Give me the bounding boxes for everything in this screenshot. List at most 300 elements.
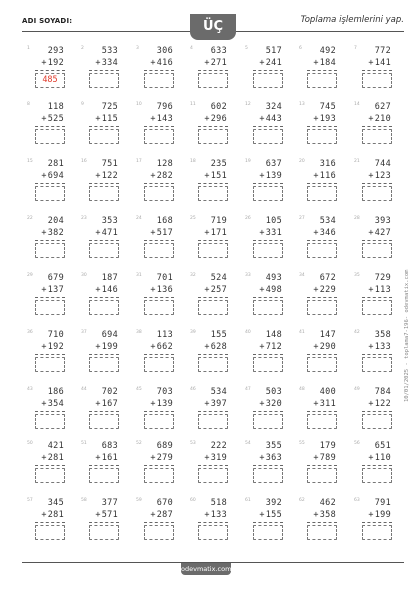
- second-addend: 116: [319, 171, 336, 181]
- problem-number: 17: [136, 159, 142, 164]
- answer-box[interactable]: [253, 414, 283, 429]
- answer-box[interactable]: [253, 525, 283, 540]
- addition-problem: [294, 498, 346, 554]
- second-addend-line: [24, 171, 64, 181]
- plus-sign-icon: +: [313, 399, 319, 409]
- second-addend-line: [242, 453, 282, 463]
- answer-box[interactable]: [89, 243, 119, 258]
- second-addend: 141: [374, 58, 391, 68]
- second-addend: 192: [47, 342, 64, 352]
- second-addend-line: [24, 342, 64, 352]
- answer-box[interactable]: [253, 357, 283, 372]
- sum-line: [35, 126, 65, 127]
- answer-box[interactable]: [198, 243, 228, 258]
- second-addend-line: [78, 510, 118, 520]
- problem-number: 1: [27, 46, 30, 51]
- answer-box[interactable]: [198, 186, 228, 201]
- sum-line: [307, 297, 337, 298]
- second-addend-line: [24, 399, 64, 409]
- second-addend: 416: [156, 58, 173, 68]
- second-addend-line: [351, 510, 391, 520]
- problem-row: [22, 273, 404, 329]
- problem-number: 32: [190, 273, 196, 278]
- second-addend-line: [187, 171, 227, 181]
- answer-box[interactable]: [253, 186, 283, 201]
- second-addend-line: [133, 171, 173, 181]
- problem-number: 60: [190, 498, 196, 503]
- sum-line: [253, 240, 283, 241]
- second-addend-line: [133, 228, 173, 238]
- second-addend: 139: [156, 399, 173, 409]
- problem-number: 30: [81, 273, 87, 278]
- plus-sign-icon: +: [313, 171, 319, 181]
- answer-box[interactable]: [307, 300, 337, 315]
- first-addend: 517: [265, 46, 282, 56]
- answer-box[interactable]: [144, 525, 174, 540]
- answer-box[interactable]: [35, 243, 65, 258]
- answer-box[interactable]: [89, 186, 119, 201]
- first-addend: 492: [319, 46, 336, 56]
- answer-box[interactable]: [253, 300, 283, 315]
- second-addend: 122: [374, 399, 391, 409]
- first-addend: 602: [210, 102, 227, 112]
- answer-box[interactable]: [35, 73, 65, 88]
- answer-box[interactable]: [362, 357, 392, 372]
- problem-number: 15: [27, 159, 33, 164]
- first-addend: 168: [156, 216, 173, 226]
- second-addend: 319: [210, 453, 227, 463]
- answer-box[interactable]: [307, 243, 337, 258]
- second-addend: 139: [265, 171, 282, 181]
- answer-box[interactable]: [144, 243, 174, 258]
- sum-line: [307, 70, 337, 71]
- problem-number: 41: [299, 330, 305, 335]
- plus-sign-icon: +: [204, 228, 210, 238]
- plus-sign-icon: +: [259, 171, 265, 181]
- sum-line: [253, 465, 283, 466]
- second-addend: 354: [47, 399, 64, 409]
- second-addend-line: [296, 399, 336, 409]
- second-addend-line: [242, 58, 282, 68]
- plus-sign-icon: +: [313, 58, 319, 68]
- addition-problem: [76, 330, 128, 386]
- sum-line: [362, 354, 392, 355]
- answer-box[interactable]: [89, 300, 119, 315]
- sum-line: [89, 465, 119, 466]
- second-addend: 136: [156, 285, 173, 295]
- problem-number: 14: [354, 102, 360, 107]
- second-addend: 241: [265, 58, 282, 68]
- answer-box[interactable]: [307, 73, 337, 88]
- first-addend: 679: [47, 273, 64, 283]
- sum-line: [198, 126, 228, 127]
- answer-box[interactable]: [144, 468, 174, 483]
- addition-problem: [185, 102, 237, 158]
- second-addend: 363: [265, 453, 282, 463]
- plus-sign-icon: +: [150, 453, 156, 463]
- plus-sign-icon: +: [368, 171, 374, 181]
- plus-sign-icon: +: [368, 342, 374, 352]
- problem-number: 25: [190, 216, 196, 221]
- addition-problem: [76, 216, 128, 272]
- problem-number: 26: [245, 216, 251, 221]
- answer-box[interactable]: [35, 468, 65, 483]
- first-addend: 683: [101, 441, 118, 451]
- addition-problem: [76, 441, 128, 497]
- problem-number: 45: [136, 387, 142, 392]
- second-addend-line: [296, 228, 336, 238]
- answer-box[interactable]: [144, 73, 174, 88]
- plus-sign-icon: +: [368, 510, 374, 520]
- first-addend: 534: [319, 216, 336, 226]
- first-addend: 393: [374, 216, 391, 226]
- problem-number: 46: [190, 387, 196, 392]
- second-addend-line: [187, 228, 227, 238]
- problem-number: 16: [81, 159, 87, 164]
- problem-number: 50: [27, 441, 33, 446]
- second-addend: 192: [47, 58, 64, 68]
- sum-line: [89, 183, 119, 184]
- first-addend: 392: [265, 498, 282, 508]
- problem-number: 63: [354, 498, 360, 503]
- second-addend: 571: [101, 510, 118, 520]
- answer-box[interactable]: [35, 300, 65, 315]
- sum-line: [307, 126, 337, 127]
- second-addend: 279: [156, 453, 173, 463]
- plus-sign-icon: +: [313, 285, 319, 295]
- second-addend-line: [242, 171, 282, 181]
- sum-line: [198, 465, 228, 466]
- addition-problem: [131, 46, 183, 102]
- plus-sign-icon: +: [204, 399, 210, 409]
- addition-problem: [240, 498, 292, 554]
- first-addend: 518: [210, 498, 227, 508]
- answer-box[interactable]: [307, 414, 337, 429]
- problem-number: 28: [354, 216, 360, 221]
- second-addend: 281: [47, 510, 64, 520]
- problem-number: 42: [354, 330, 360, 335]
- second-addend: 161: [101, 453, 118, 463]
- first-addend: 533: [101, 46, 118, 56]
- sum-line: [198, 183, 228, 184]
- second-addend: 471: [101, 228, 118, 238]
- answer-box[interactable]: [144, 300, 174, 315]
- addition-problem: [76, 498, 128, 554]
- answer-box[interactable]: [198, 73, 228, 88]
- answer-box[interactable]: [253, 243, 283, 258]
- addition-problem: [131, 387, 183, 443]
- answer-box[interactable]: [307, 357, 337, 372]
- plus-sign-icon: +: [150, 228, 156, 238]
- side-watermark-text: 10/01/2025 - toplama7-196- odevmatix.com: [404, 269, 410, 402]
- addition-problem: [131, 102, 183, 158]
- addition-problem: [240, 273, 292, 329]
- second-addend-line: [24, 453, 64, 463]
- addition-problem: [22, 330, 74, 386]
- answer-box[interactable]: [144, 357, 174, 372]
- second-addend: 290: [319, 342, 336, 352]
- answer-box[interactable]: [362, 300, 392, 315]
- first-addend: 751: [101, 159, 118, 169]
- plus-sign-icon: +: [368, 285, 374, 295]
- second-addend: 287: [156, 510, 173, 520]
- problem-number: 27: [299, 216, 305, 221]
- addition-problem: [76, 159, 128, 215]
- plus-sign-icon: +: [41, 510, 47, 520]
- sum-line: [35, 297, 65, 298]
- second-addend: 167: [101, 399, 118, 409]
- answer-box[interactable]: [35, 525, 65, 540]
- sum-line: [144, 297, 174, 298]
- answer-box[interactable]: [362, 186, 392, 201]
- sum-line: [307, 411, 337, 412]
- answer-box[interactable]: [89, 525, 119, 540]
- second-addend: 628: [210, 342, 227, 352]
- second-addend: 320: [265, 399, 282, 409]
- answer-box[interactable]: [89, 468, 119, 483]
- sum-line: [89, 411, 119, 412]
- answer-box[interactable]: [144, 129, 174, 144]
- sum-line: [362, 297, 392, 298]
- answer-box[interactable]: [362, 243, 392, 258]
- plus-sign-icon: +: [95, 58, 101, 68]
- plus-sign-icon: +: [150, 285, 156, 295]
- second-addend-line: [296, 58, 336, 68]
- plus-sign-icon: +: [41, 114, 47, 124]
- second-addend: 789: [319, 453, 336, 463]
- plus-sign-icon: +: [95, 285, 101, 295]
- first-addend: 345: [47, 498, 64, 508]
- plus-sign-icon: +: [259, 453, 265, 463]
- second-addend-line: [133, 285, 173, 295]
- answer-box[interactable]: [362, 414, 392, 429]
- sum-line: [307, 183, 337, 184]
- answer-box[interactable]: [35, 129, 65, 144]
- problem-number: 58: [81, 498, 87, 503]
- problem-number: 29: [27, 273, 33, 278]
- sum-line: [198, 297, 228, 298]
- second-addend: 282: [156, 171, 173, 181]
- second-addend-line: [78, 342, 118, 352]
- addition-problem: [294, 387, 346, 443]
- addition-problem: [349, 273, 401, 329]
- plus-sign-icon: +: [204, 58, 210, 68]
- second-addend: 712: [265, 342, 282, 352]
- addition-problem: [131, 216, 183, 272]
- answer-box[interactable]: [253, 73, 283, 88]
- second-addend-line: [133, 399, 173, 409]
- second-addend: 115: [101, 114, 118, 124]
- problem-number: 62: [299, 498, 305, 503]
- problem-number: 53: [190, 441, 196, 446]
- problem-number: 36: [27, 330, 33, 335]
- problem-number: 10: [136, 102, 142, 107]
- answer-box[interactable]: [144, 414, 174, 429]
- second-addend-line: [242, 285, 282, 295]
- second-addend: 137: [47, 285, 64, 295]
- plus-sign-icon: +: [259, 399, 265, 409]
- second-addend: 133: [374, 342, 391, 352]
- answer-box[interactable]: [198, 129, 228, 144]
- answer-box[interactable]: [362, 468, 392, 483]
- sum-line: [89, 240, 119, 241]
- sum-line: [198, 70, 228, 71]
- sum-line: [253, 411, 283, 412]
- addition-problem: [349, 159, 401, 215]
- second-addend: 151: [210, 171, 227, 181]
- sum-line: [35, 354, 65, 355]
- addition-problem: [349, 441, 401, 497]
- first-addend: 772: [374, 46, 391, 56]
- problem-number: 33: [245, 273, 251, 278]
- answer-box[interactable]: [89, 129, 119, 144]
- second-addend: 229: [319, 285, 336, 295]
- addition-problem: [185, 498, 237, 554]
- answer-box[interactable]: [89, 414, 119, 429]
- second-addend-line: [296, 285, 336, 295]
- first-addend: 147: [319, 330, 336, 340]
- answer-box[interactable]: [35, 186, 65, 201]
- first-addend: 353: [101, 216, 118, 226]
- answer-box[interactable]: [307, 468, 337, 483]
- second-addend: 334: [101, 58, 118, 68]
- plus-sign-icon: +: [41, 228, 47, 238]
- addition-problem: [131, 273, 183, 329]
- sum-line: [307, 522, 337, 523]
- sum-line: [89, 70, 119, 71]
- plus-sign-icon: +: [259, 285, 265, 295]
- second-addend: 199: [374, 510, 391, 520]
- first-addend: 670: [156, 498, 173, 508]
- addition-problem: [294, 46, 346, 102]
- answer-box[interactable]: [362, 73, 392, 88]
- second-addend-line: [351, 399, 391, 409]
- answer-box[interactable]: [362, 525, 392, 540]
- answer-box[interactable]: [35, 357, 65, 372]
- plus-sign-icon: +: [204, 285, 210, 295]
- second-addend-line: [187, 114, 227, 124]
- problem-number: 49: [354, 387, 360, 392]
- answer-box[interactable]: [198, 525, 228, 540]
- sum-line: [144, 70, 174, 71]
- answer-box[interactable]: [89, 73, 119, 88]
- sum-line: [144, 354, 174, 355]
- first-addend: 745: [319, 102, 336, 112]
- plus-sign-icon: +: [204, 114, 210, 124]
- problem-number: 22: [27, 216, 33, 221]
- sum-line: [198, 240, 228, 241]
- problem-number: 55: [299, 441, 305, 446]
- first-addend: 293: [47, 46, 64, 56]
- problem-number: 48: [299, 387, 305, 392]
- answer-box[interactable]: [253, 129, 283, 144]
- problem-number: 56: [354, 441, 360, 446]
- answer-box[interactable]: [307, 525, 337, 540]
- sum-line: [198, 354, 228, 355]
- answer-box[interactable]: [362, 129, 392, 144]
- plus-sign-icon: +: [41, 285, 47, 295]
- addition-problem: [185, 441, 237, 497]
- first-addend: 703: [156, 387, 173, 397]
- first-addend: 128: [156, 159, 173, 169]
- problem-number: 44: [81, 387, 87, 392]
- second-addend-line: [351, 58, 391, 68]
- plus-sign-icon: +: [41, 342, 47, 352]
- answer-box[interactable]: [253, 468, 283, 483]
- answer-box[interactable]: [35, 414, 65, 429]
- problem-number: 39: [190, 330, 196, 335]
- addition-problem: [76, 102, 128, 158]
- plus-sign-icon: +: [150, 510, 156, 520]
- problem-number: 24: [136, 216, 142, 221]
- second-addend-line: [296, 342, 336, 352]
- problem-row: [22, 387, 404, 443]
- second-addend-line: [78, 114, 118, 124]
- second-addend: 662: [156, 342, 173, 352]
- second-addend-line: [78, 399, 118, 409]
- plus-sign-icon: +: [41, 399, 47, 409]
- problem-number: 9: [81, 102, 84, 107]
- first-addend: 633: [210, 46, 227, 56]
- addition-problem: [131, 159, 183, 215]
- second-addend-line: [133, 510, 173, 520]
- sum-line: [362, 465, 392, 466]
- problem-row: [22, 330, 404, 386]
- answer-box[interactable]: [89, 357, 119, 372]
- addition-problem: [349, 387, 401, 443]
- answer-box[interactable]: [198, 414, 228, 429]
- addition-problem: [349, 216, 401, 272]
- first-addend: 187: [101, 273, 118, 283]
- first-addend: 235: [210, 159, 227, 169]
- worksheet-title: ÜÇ: [190, 14, 236, 40]
- answer-box[interactable]: [198, 300, 228, 315]
- sum-line: [144, 126, 174, 127]
- sum-line: [362, 183, 392, 184]
- answer-box[interactable]: [198, 468, 228, 483]
- first-addend: 222: [210, 441, 227, 451]
- sum-line: [89, 354, 119, 355]
- answer-box[interactable]: [307, 186, 337, 201]
- first-addend: 725: [101, 102, 118, 112]
- answer-box[interactable]: [144, 186, 174, 201]
- addition-problem: [22, 498, 74, 554]
- sum-line: [253, 126, 283, 127]
- sum-line: [35, 70, 65, 71]
- sum-line: [144, 411, 174, 412]
- second-addend-line: [351, 171, 391, 181]
- sum-line: [253, 297, 283, 298]
- sum-line: [144, 240, 174, 241]
- first-addend: 651: [374, 441, 391, 451]
- second-addend: 443: [265, 114, 282, 124]
- sum-line: [307, 354, 337, 355]
- answer-box[interactable]: [307, 129, 337, 144]
- second-addend-line: [351, 228, 391, 238]
- answer-box[interactable]: [198, 357, 228, 372]
- problem-number: 13: [299, 102, 305, 107]
- addition-problem: [185, 46, 237, 102]
- plus-sign-icon: +: [150, 114, 156, 124]
- first-addend: 113: [156, 330, 173, 340]
- problem-number: 6: [299, 46, 302, 51]
- problem-number: 54: [245, 441, 251, 446]
- second-addend-line: [133, 342, 173, 352]
- second-addend-line: [78, 285, 118, 295]
- addition-problem: [349, 102, 401, 158]
- sum-line: [35, 465, 65, 466]
- second-addend-line: [242, 510, 282, 520]
